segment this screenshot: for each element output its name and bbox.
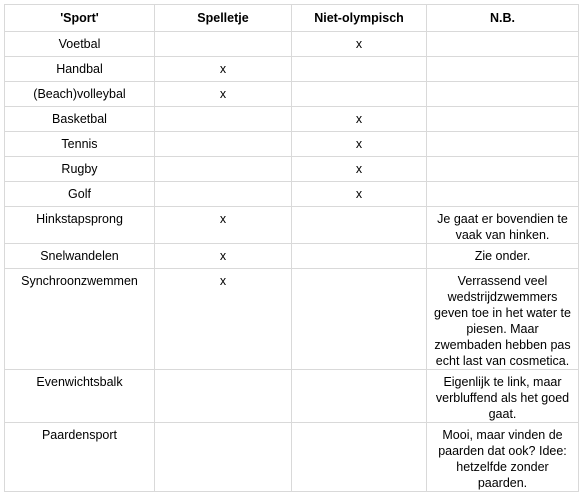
cell-nb: Zie onder. (427, 244, 579, 269)
cell-sport: Basketbal (5, 107, 155, 132)
cell-nb (427, 157, 579, 182)
cell-nb: Verrassend veel wedstrijdzwemmers geven toe in het water te piesen. Maar zwembaden hebben pas echt last van cosmetica. (427, 269, 579, 370)
cell-nb: Eigenlijk te link, maar verbluffend als het goed gaat. (427, 370, 579, 423)
table-row (5, 182, 579, 207)
cell-niet-olympisch (292, 370, 427, 423)
cell-spelletje (155, 370, 292, 423)
cell-nb (427, 182, 579, 207)
cell-niet-olympisch: x (292, 182, 427, 207)
cell-spelletje (155, 423, 292, 492)
cell-niet-olympisch: x (292, 32, 427, 57)
cell-niet-olympisch (292, 82, 427, 107)
cell-sport: Evenwichtsbalk (5, 370, 155, 423)
cell-spelletje (155, 107, 292, 132)
cell-nb (427, 57, 579, 82)
cell-spelletje (155, 157, 292, 182)
cell-sport: Snelwandelen (5, 244, 155, 269)
cell-niet-olympisch: x (292, 107, 427, 132)
cell-spelletje (155, 182, 292, 207)
cell-nb: Je gaat er bovendien te vaak van hinken. (427, 207, 579, 244)
cell-niet-olympisch: x (292, 132, 427, 157)
table-row (5, 370, 579, 423)
cell-niet-olympisch (292, 57, 427, 82)
cell-nb (427, 107, 579, 132)
table-row (5, 269, 579, 370)
table-row (5, 157, 579, 182)
cell-sport: Voetbal (5, 32, 155, 57)
table-row (5, 132, 579, 157)
cell-sport: Rugby (5, 157, 155, 182)
cell-sport: (Beach)volleybal (5, 82, 155, 107)
table-row (5, 244, 579, 269)
table-row (5, 423, 579, 492)
cell-niet-olympisch (292, 423, 427, 492)
table-row (5, 82, 579, 107)
cell-spelletje: x (155, 57, 292, 82)
cell-spelletje: x (155, 82, 292, 107)
table-row (5, 207, 579, 244)
table-row (5, 107, 579, 132)
table-row (5, 57, 579, 82)
sport-table (4, 4, 579, 492)
header-spelletje: Spelletje (155, 5, 292, 32)
cell-nb (427, 82, 579, 107)
cell-niet-olympisch (292, 207, 427, 244)
header-sport: 'Sport' (5, 5, 155, 32)
cell-spelletje (155, 32, 292, 57)
cell-sport: Hinkstapsprong (5, 207, 155, 244)
cell-niet-olympisch (292, 269, 427, 370)
header-nb: N.B. (427, 5, 579, 32)
cell-spelletje: x (155, 269, 292, 370)
cell-niet-olympisch: x (292, 157, 427, 182)
cell-nb (427, 132, 579, 157)
cell-spelletje (155, 132, 292, 157)
cell-spelletje: x (155, 244, 292, 269)
cell-sport: Synchroonzwemmen (5, 269, 155, 370)
header-niet-olympisch: Niet-olympisch (292, 5, 427, 32)
cell-nb (427, 32, 579, 57)
cell-sport: Tennis (5, 132, 155, 157)
header-row (5, 5, 579, 32)
cell-sport: Golf (5, 182, 155, 207)
cell-nb: Mooi, maar vinden de paarden dat ook? Idee: hetzelfde zonder paarden. (427, 423, 579, 492)
table-row (5, 32, 579, 57)
cell-spelletje: x (155, 207, 292, 244)
cell-niet-olympisch (292, 244, 427, 269)
cell-sport: Handbal (5, 57, 155, 82)
cell-sport: Paardensport (5, 423, 155, 492)
